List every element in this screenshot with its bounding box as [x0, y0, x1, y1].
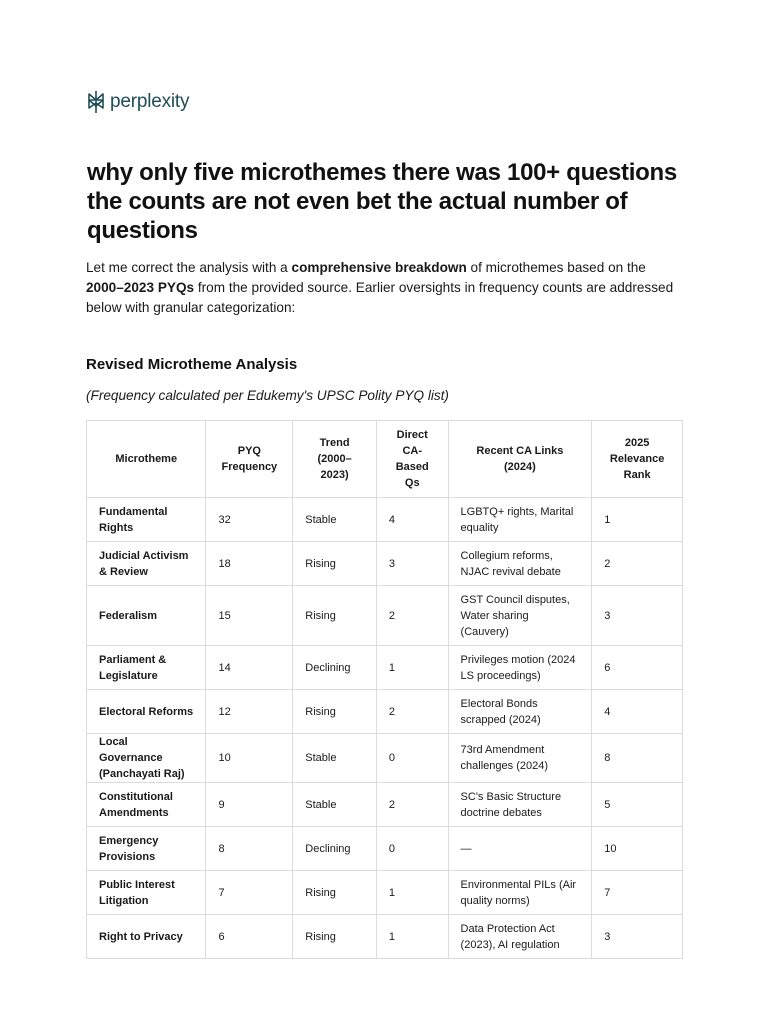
table-body	[87, 498, 683, 959]
cell-recent-ca-links: Electoral Bonds scrapped (2024)	[448, 690, 592, 734]
user-question: why only five microthemes there was 100+ questions the counts are not even bet the actual number of questions	[87, 159, 677, 244]
cell-direct-ca: 0	[376, 827, 448, 871]
cell-recent-ca-links: —	[448, 827, 592, 871]
cell-recent-ca-links: Environmental PILs (Air quality norms)	[448, 871, 592, 915]
cell-relevance-rank: 3	[592, 586, 683, 646]
cell-recent-ca-links: LGBTQ+ rights, Marital equality	[448, 498, 592, 542]
table-caption: (Frequency calculated per Edukemy's UPSC Polity PYQ list)	[86, 388, 449, 403]
cell-recent-ca-links: Collegium reforms, NJAC revival debate	[448, 542, 592, 586]
cell-relevance-rank: 5	[592, 783, 683, 827]
cell-microtheme: Public Interest Litigation	[87, 871, 206, 915]
cell-pyq-frequency: 15	[206, 586, 293, 646]
table-row	[87, 646, 683, 690]
table-row	[87, 542, 683, 586]
column-header-trend: Trend (2000–2023)	[293, 421, 377, 498]
column-header-pyq-frequency: PYQ Frequency	[206, 421, 293, 498]
cell-pyq-frequency: 10	[206, 734, 293, 783]
table-row	[87, 498, 683, 542]
cell-pyq-frequency: 18	[206, 542, 293, 586]
cell-microtheme: Fundamental Rights	[87, 498, 206, 542]
cell-relevance-rank: 8	[592, 734, 683, 783]
cell-direct-ca: 0	[376, 734, 448, 783]
cell-microtheme: Judicial Activism & Review	[87, 542, 206, 586]
table-row	[87, 827, 683, 871]
table-header-row	[87, 421, 683, 498]
cell-trend: Stable	[293, 783, 377, 827]
column-header-direct-ca: Direct CA-Based Qs	[376, 421, 448, 498]
cell-direct-ca: 2	[376, 783, 448, 827]
intro-part3: from the provided source. Earlier oversights in frequency counts are addressed below with granular categorization:	[86, 280, 674, 315]
cell-trend: Rising	[293, 586, 377, 646]
table-row	[87, 734, 683, 783]
cell-microtheme: Right to Privacy	[87, 915, 206, 959]
cell-recent-ca-links: Data Protection Act (2023), AI regulation	[448, 915, 592, 959]
table-row	[87, 586, 683, 646]
cell-microtheme: Parliament & Legislature	[87, 646, 206, 690]
cell-relevance-rank: 10	[592, 827, 683, 871]
cell-microtheme: Local Governance (Panchayati Raj)	[87, 734, 206, 783]
column-header-relevance-rank: 2025 Relevance Rank	[592, 421, 683, 498]
column-header-microtheme: Microtheme	[87, 421, 206, 498]
cell-microtheme: Emergency Provisions	[87, 827, 206, 871]
brand-name: perplexity	[110, 91, 190, 112]
cell-relevance-rank: 6	[592, 646, 683, 690]
cell-recent-ca-links: Privileges motion (2024 LS proceedings)	[448, 646, 592, 690]
intro-bold2: 2000–2023 PYQs	[86, 280, 195, 295]
intro-part1: Let me correct the analysis with a	[86, 260, 292, 275]
cell-recent-ca-links: GST Council disputes, Water sharing (Cauvery)	[448, 586, 592, 646]
cell-relevance-rank: 7	[592, 871, 683, 915]
cell-pyq-frequency: 9	[206, 783, 293, 827]
cell-microtheme: Electoral Reforms	[87, 690, 206, 734]
cell-relevance-rank: 4	[592, 690, 683, 734]
cell-trend: Declining	[293, 646, 377, 690]
intro-bold1: comprehensive breakdown	[291, 260, 467, 275]
cell-trend: Rising	[293, 542, 377, 586]
cell-relevance-rank: 2	[592, 542, 683, 586]
cell-direct-ca: 1	[376, 646, 448, 690]
cell-pyq-frequency: 14	[206, 646, 293, 690]
cell-direct-ca: 2	[376, 586, 448, 646]
cell-pyq-frequency: 32	[206, 498, 293, 542]
perplexity-logo-icon	[86, 90, 106, 114]
brand-logo	[86, 90, 189, 114]
cell-trend: Rising	[293, 915, 377, 959]
cell-direct-ca: 1	[376, 915, 448, 959]
cell-direct-ca: 2	[376, 690, 448, 734]
cell-trend: Stable	[293, 498, 377, 542]
cell-trend: Stable	[293, 734, 377, 783]
cell-relevance-rank: 3	[592, 915, 683, 959]
cell-microtheme: Federalism	[87, 586, 206, 646]
cell-pyq-frequency: 7	[206, 871, 293, 915]
cell-pyq-frequency: 12	[206, 690, 293, 734]
cell-direct-ca: 3	[376, 542, 448, 586]
intro-part2: of microthemes based on the	[466, 260, 646, 275]
table-row	[87, 783, 683, 827]
table-row	[87, 871, 683, 915]
table-row	[87, 690, 683, 734]
table-row	[87, 915, 683, 959]
cell-trend: Rising	[293, 871, 377, 915]
microtheme-table	[86, 420, 683, 959]
cell-relevance-rank: 1	[592, 498, 683, 542]
section-heading: Revised Microtheme Analysis	[86, 356, 298, 373]
cell-trend: Rising	[293, 690, 377, 734]
cell-trend: Declining	[293, 827, 377, 871]
answer-intro	[86, 258, 686, 318]
cell-recent-ca-links: 73rd Amendment challenges (2024)	[448, 734, 592, 783]
column-header-recent-ca-links: Recent CA Links (2024)	[448, 421, 592, 498]
cell-recent-ca-links: SC's Basic Structure doctrine debates	[448, 783, 592, 827]
cell-direct-ca: 4	[376, 498, 448, 542]
cell-pyq-frequency: 6	[206, 915, 293, 959]
cell-microtheme: Constitutional Amendments	[87, 783, 206, 827]
cell-direct-ca: 1	[376, 871, 448, 915]
cell-pyq-frequency: 8	[206, 827, 293, 871]
